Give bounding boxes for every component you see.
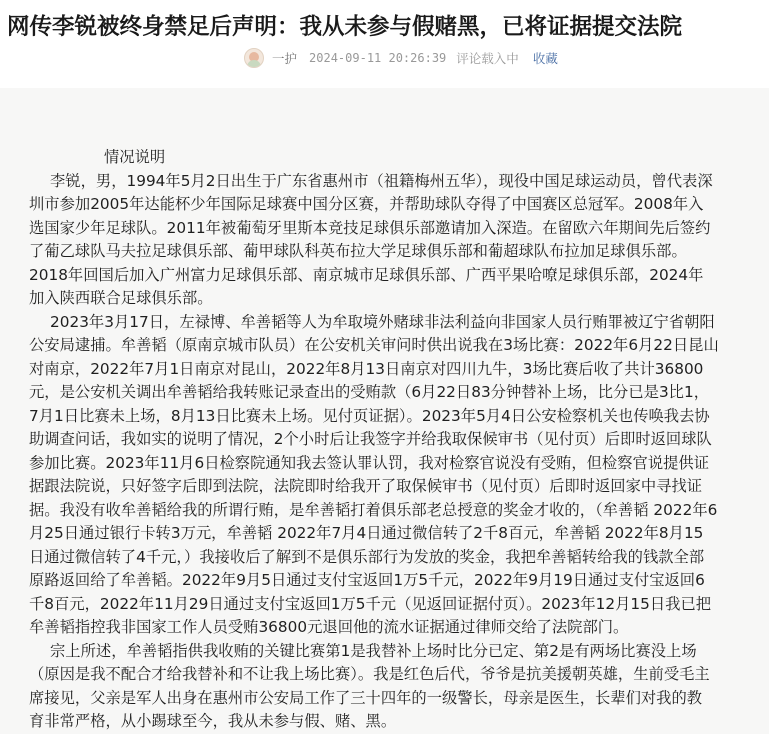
doc-line: 7月1日比赛未上场，8月13日比赛未上场。见付页证据）。2023年5月4日公安检察机关也传唤我去协 bbox=[29, 406, 710, 425]
avatar-icon[interactable] bbox=[244, 48, 264, 68]
doc-line: 日通过微信转了4千元，）我接收后了解到不是俱乐部行为发放的奖金，我把牟善韬转给我的钱款全部 bbox=[29, 547, 705, 566]
article-meta bbox=[244, 46, 558, 70]
doc-line: 助调查问话，我如实的说明了情况，2个小时后让我签字并给我取保候审书（见付页）后即时返回球队 bbox=[29, 430, 712, 448]
doc-line: 对南京，2022年7月1日南京对昆山，2022年8月13日南京对四川九牛，3场比赛后收了共计36800 bbox=[29, 359, 704, 378]
doc-line: 2018年回国后加入广州富力足球俱乐部、南京城市足球俱乐部、广西平果哈嘹足球俱乐部，2024年 bbox=[29, 265, 704, 284]
publish-datetime: 2024-09-11 20:26:39 bbox=[309, 51, 447, 65]
doc-line: 了葡乙球队马夫拉足球俱乐部、葡甲球队科英布拉大学足球俱乐部和葡超球队布拉加足球俱乐部。 bbox=[29, 242, 687, 260]
doc-line: 据跟法院说，只好签字后即到法院，法院即时给我开了取保候审书（见付页）后即时返回家中寻找证 bbox=[29, 477, 703, 495]
doc-line: 加入陕西联合足球俱乐部。 bbox=[29, 289, 213, 307]
comment-status[interactable]: 评论载入中 bbox=[456, 51, 519, 66]
statement-document-image bbox=[0, 88, 769, 734]
doc-line: 公安局逮捕。牟善韬（原南京城市队员）在公安机关审问时供出说我在3场比赛：2022年6月22日昆山 bbox=[29, 336, 719, 354]
doc-heading: 情况说明 bbox=[104, 148, 166, 166]
doc-line: 选国家少年足球队。2011年被葡萄牙里斯本竞技足球俱乐部邀请加入深造。在留欧六年期间先后签约 bbox=[29, 218, 711, 237]
doc-line: 月25日通过银行卡转3万元，牟善韬 2022年7月4日通过微信转了2千8百元，牟善韬 2022年8月15 bbox=[29, 524, 704, 542]
author-name[interactable]: 一护 bbox=[272, 51, 298, 66]
doc-line: 千8百元，2022年11月29日通过支付宝返回1万5千元（见返回证据付页）。2023年12月15日我已把 bbox=[29, 594, 712, 613]
doc-line: 宗上所述，牟善韬指供我收贿的关键比赛第1是我替补上场时比分已定、第2是有两场比赛没上场 bbox=[50, 641, 697, 660]
doc-line: 元，是公安机关调出牟善韬给我转账记录查出的受贿款（6月22日83分钟替补上场，比分已是3比1， bbox=[29, 383, 710, 401]
collect-link[interactable]: 收藏 bbox=[532, 51, 558, 66]
doc-line: 育非常严格，从小踢球至今，我从未参与假、赌、黑。 bbox=[29, 712, 397, 730]
doc-line: 据。我没有收牟善韬给我的所谓行贿，是牟善韬打着俱乐部老总授意的奖金才收的，（牟善韬 2022年6 bbox=[29, 500, 718, 519]
doc-line: 牟善韬指控我非国家工作人员受贿36800元退回他的流水证据通过律师交给了法院部门。 bbox=[29, 618, 629, 636]
doc-line: 圳市参加2005年达能杯少年国际足球赛中国分区赛，并帮助球队夺得了中国赛区总冠军。2008年入 bbox=[29, 195, 704, 213]
doc-line: 李锐，男，1994年5月2日出生于广东省惠州市（祖籍梅州五华），现役中国足球运动员，曾代表深 bbox=[50, 171, 713, 190]
statement-text bbox=[0, 146, 769, 734]
article-title: 网传李锐被终身禁足后声明：我从未参与假赌黑，已将证据提交法院 bbox=[7, 14, 683, 40]
doc-line: 席接见，父亲是军人出身在惠州市公安局工作了三十四年的一级警长，母亲是医生，长辈们对我的教 bbox=[29, 688, 703, 707]
doc-line: 参加比赛。2023年11月6日检察院通知我去签认罪认罚，我对检察官说没有受贿，但检察官说提供证 bbox=[29, 453, 710, 472]
doc-line: （原因是我不配合才给我替补和不让我上场比赛）。我是红色后代，爷爷是抗美援朝英雄，生前受毛主 bbox=[29, 665, 710, 683]
doc-line: 2023年3月17日，左禄博、牟善韬等人为牟取境外赌球非法利益向非国家人员行贿罪被辽宁省朝阳 bbox=[50, 312, 715, 331]
doc-line: 原路返回给了牟善韬。2022年9月5日通过支付宝返回1万5千元，2022年9月19日通过支付宝返回6 bbox=[29, 571, 705, 589]
